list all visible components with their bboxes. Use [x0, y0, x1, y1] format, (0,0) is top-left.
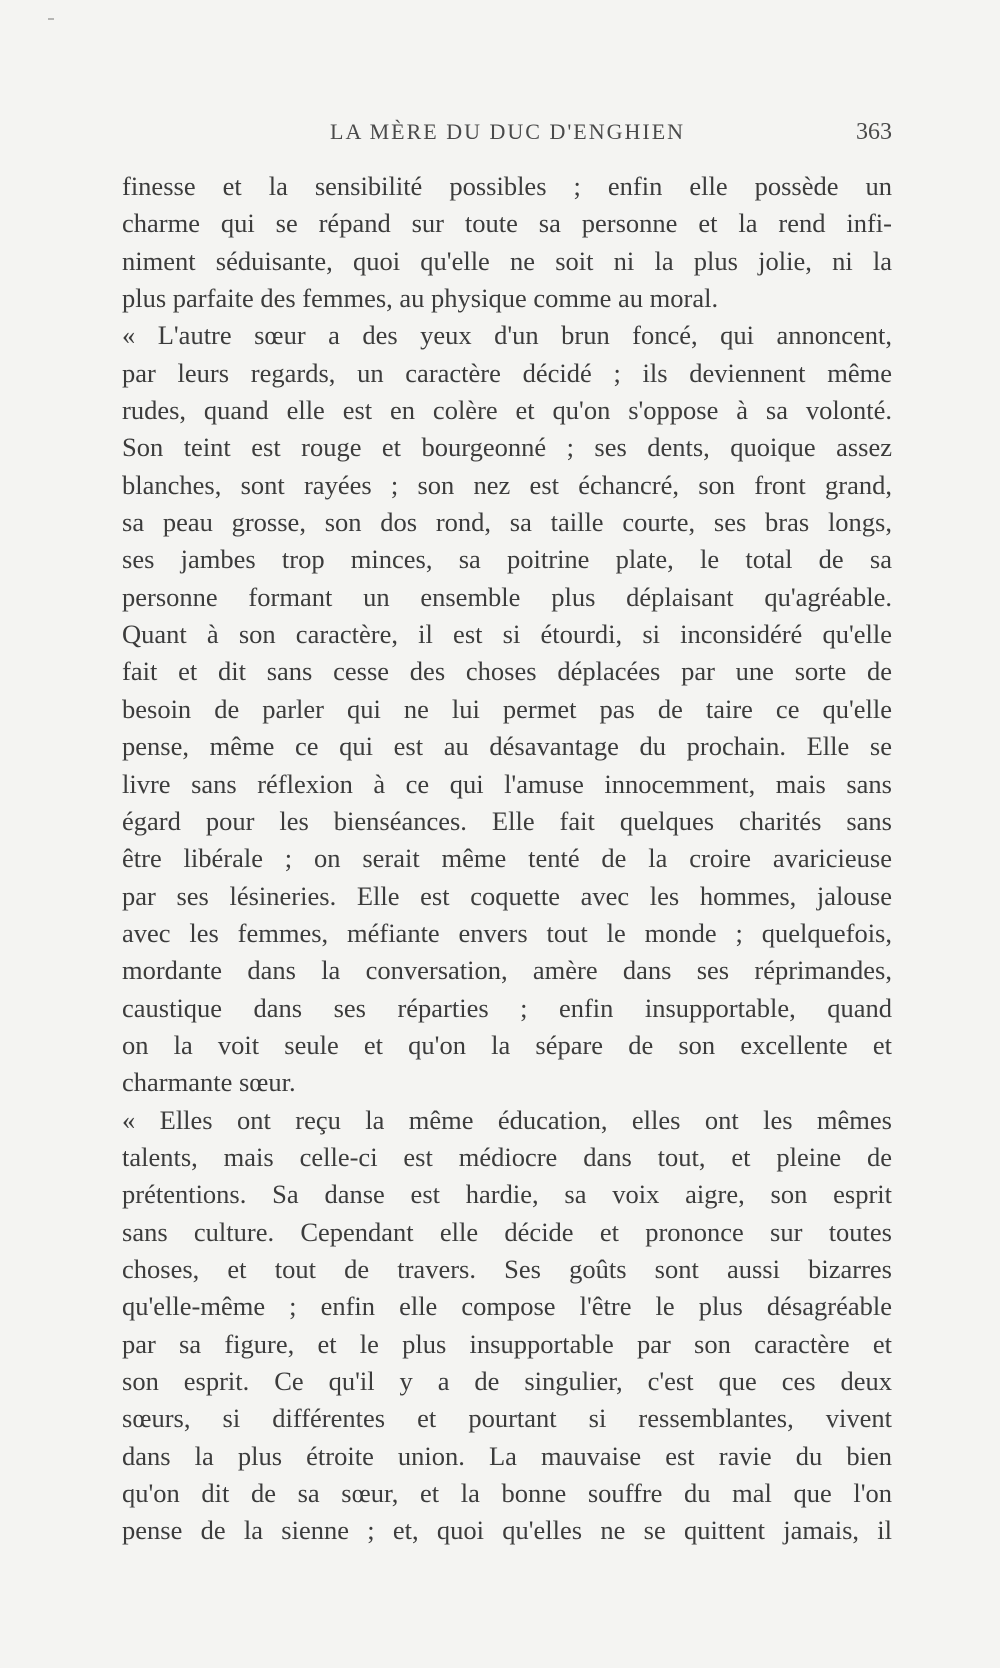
text-line: sa peau grosse, son dos rond, sa taille courte, ses bras longs, — [122, 507, 892, 538]
text-line: plus parfaite des femmes, au physique comme au moral. — [122, 283, 719, 314]
text-line: sans culture. Cependant elle décide et prononce sur toutes — [122, 1216, 892, 1247]
page-number: 363 — [856, 119, 892, 145]
text-line: caustique dans ses réparties ; enfin insupportable, quand — [122, 992, 892, 1023]
text-line: dans la plus étroite union. La mauvaise est ravie du bien — [122, 1440, 892, 1471]
text-line: blanches, sont rayées ; son nez est échancré, son front grand, — [122, 469, 892, 500]
text-line: par sa figure, et le plus insupportable par son caractère et — [122, 1328, 892, 1359]
text-line: « Elles ont reçu la même éducation, elles ont les mêmes — [122, 1104, 892, 1135]
text-line: « L'autre sœur a des yeux d'un brun foncé, qui annoncent, — [122, 320, 892, 351]
text-line: être libérale ; on serait même tenté de la croire avaricieuse — [122, 843, 892, 874]
text-line: Son teint est rouge et bourgeonné ; ses dents, quoique assez — [122, 432, 892, 463]
text-line: personne formant un ensemble plus déplaisant qu'agréable. — [122, 581, 892, 612]
text-line: pense de la sienne ; et, quoi qu'elles ne se quittent jamais, il — [122, 1515, 892, 1546]
text-line: qu'elle-même ; enfin elle compose l'être le plus désagréable — [122, 1291, 892, 1322]
running-title: LA MÈRE DU DUC D'ENGHIEN — [330, 119, 686, 144]
text-line: finesse et la sensibilité possibles ; enfin elle possède un — [122, 171, 892, 201]
text-line: charmante sœur. — [122, 1067, 296, 1098]
text-line: par ses lésineries. Elle est coquette avec les hommes, jalouse — [122, 880, 892, 911]
running-head — [122, 119, 892, 149]
text-line: choses, et tout de travers. Ses goûts sont aussi bizarres — [122, 1253, 892, 1284]
text-line: rudes, quand elle est en colère et qu'on s'oppose à sa volonté. — [122, 395, 892, 426]
text-line: mordante dans la conversation, amère dans ses réprimandes, — [122, 955, 892, 986]
print-speck — [48, 18, 54, 20]
text-line: prétentions. Sa danse est hardie, sa voix aigre, son esprit — [122, 1179, 892, 1210]
text-line: besoin de parler qui ne lui permet pas de taire ce qu'elle — [122, 693, 892, 724]
text-line: son esprit. Ce qu'il y a de singulier, c'est que ces deux — [122, 1366, 892, 1396]
text-line: on la voit seule et qu'on la sépare de son excellente et — [122, 1029, 892, 1060]
text-line: sœurs, si différentes et pourtant si ressemblantes, vivent — [122, 1403, 892, 1434]
text-line: niment séduisante, quoi qu'elle ne soit ni la plus jolie, ni la — [122, 245, 892, 276]
text-line: charme qui se répand sur toute sa personne et la rend infi- — [122, 208, 892, 239]
text-line: égard pour les bienséances. Elle fait quelques charités sans — [122, 805, 892, 836]
text-line: pense, même ce qui est au désavantage du prochain. Elle se — [122, 731, 892, 762]
text-line: talents, mais celle-ci est médiocre dans tout, et pleine de — [122, 1141, 892, 1172]
text-line: ses jambes trop minces, sa poitrine plate, le total de sa — [122, 544, 892, 575]
text-line: livre sans réflexion à ce qui l'amuse innocemment, mais sans — [122, 768, 892, 799]
text-line: qu'on dit de sa sœur, et la bonne souffre du mal que l'on — [122, 1478, 892, 1509]
text-line: par leurs regards, un caractère décidé ; ils deviennent même — [122, 357, 892, 388]
body-text — [122, 168, 892, 1550]
text-line: fait et dit sans cesse des choses déplacées par une sorte de — [122, 656, 892, 687]
text-line: avec les femmes, méfiante envers tout le monde ; quelquefois, — [122, 917, 892, 948]
text-line: Quant à son caractère, il est si étourdi, si inconsidéré qu'elle — [122, 619, 892, 650]
